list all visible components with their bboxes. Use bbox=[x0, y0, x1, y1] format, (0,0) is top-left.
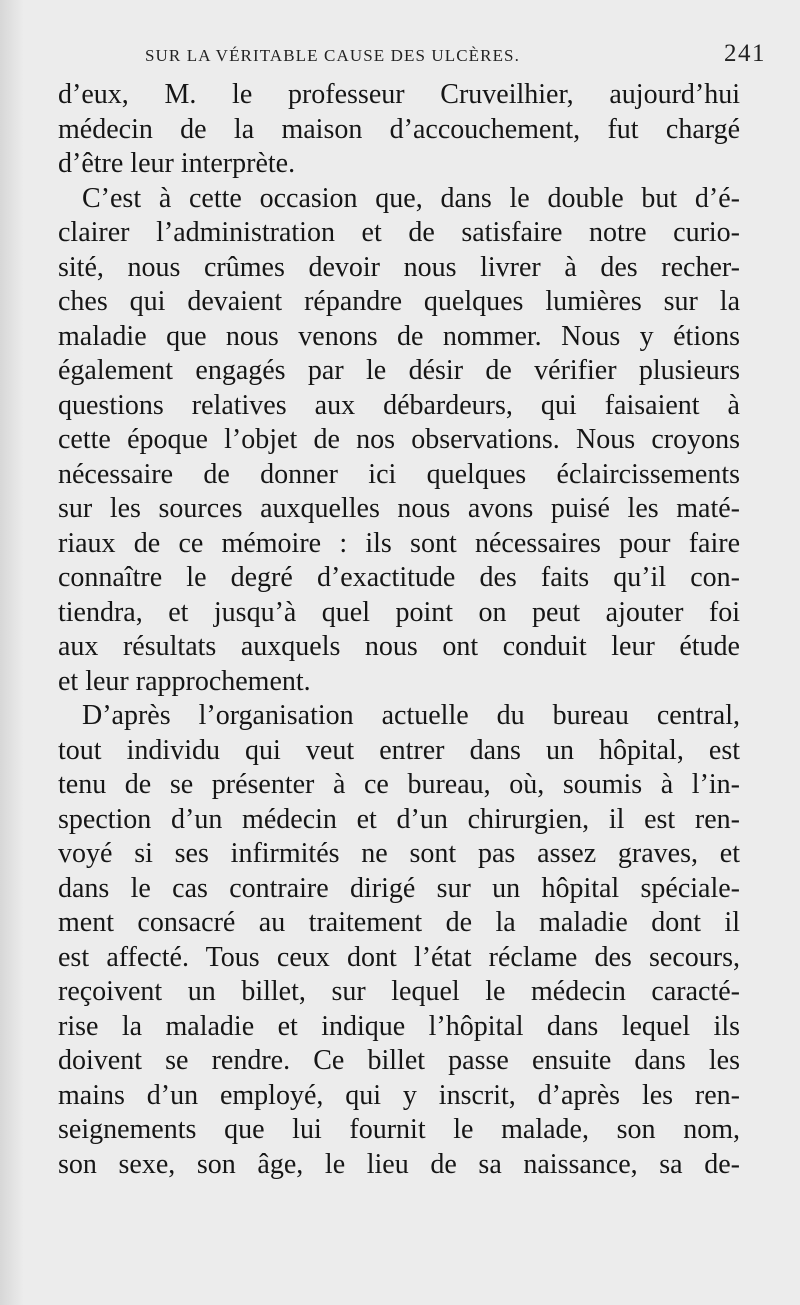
text-line: clairer l’administration et de satisfaire notre curio- bbox=[58, 217, 740, 248]
body-text bbox=[58, 78, 740, 1182]
text-line: C’est à cette occasion que, dans le double but d’é- bbox=[82, 182, 740, 214]
text-line: tenu de se présenter à ce bureau, où, soumis à l’in- bbox=[58, 769, 740, 800]
text-line: connaître le degré d’exactitude des faits qu’il con- bbox=[58, 562, 740, 593]
text-line: d’eux, M. le professeur Cruveilhier, aujourd’hui bbox=[58, 79, 740, 110]
text-line: est affecté. Tous ceux dont l’état réclame des secours, bbox=[58, 941, 740, 973]
text-line: tout individu qui veut entrer dans un hôpital, est bbox=[58, 734, 740, 766]
running-head: SUR LA VÉRITABLE CAUSE DES ULCÈRES. bbox=[145, 46, 520, 65]
text-line: voyé si ses infirmités ne sont pas assez graves, et bbox=[58, 838, 740, 869]
text-line: dans le cas contraire dirigé sur un hôpital spéciale- bbox=[58, 872, 740, 904]
text-line: riaux de ce mémoire : ils sont nécessaires pour faire bbox=[58, 527, 740, 559]
text-line: ches qui devaient répandre quelques lumières sur la bbox=[58, 286, 740, 317]
text-line: sité, nous crûmes devoir nous livrer à des recher- bbox=[58, 251, 740, 283]
page-header bbox=[145, 40, 766, 70]
text-line: nécessaire de donner ici quelques éclaircissements bbox=[58, 458, 740, 490]
text-line: mains d’un employé, qui y inscrit, d’après les ren- bbox=[58, 1079, 740, 1111]
text-line: rise la maladie et indique l’hôpital dans lequel ils bbox=[58, 1010, 740, 1042]
text-line: également engagés par le désir de vérifier plusieurs bbox=[58, 355, 740, 386]
text-line: tiendra, et jusqu’à quel point on peut ajouter foi bbox=[58, 596, 740, 628]
text-line: doivent se rendre. Ce billet passe ensuite dans les bbox=[58, 1045, 740, 1076]
text-line: D’après l’organisation actuelle du bureau central, bbox=[82, 700, 740, 731]
text-line: médecin de la maison d’accouchement, fut chargé bbox=[58, 113, 740, 145]
text-line: spection d’un médecin et d’un chirurgien, il est ren- bbox=[58, 803, 740, 835]
text-line: maladie que nous venons de nommer. Nous y étions bbox=[58, 320, 740, 352]
text-line: d’être leur interprète. bbox=[58, 148, 296, 179]
text-line: ment consacré au traitement de la maladie dont il bbox=[58, 907, 740, 938]
text-line: son sexe, son âge, le lieu de sa naissance, sa de- bbox=[58, 1148, 740, 1180]
text-line: cette époque l’objet de nos observations. Nous croyons bbox=[58, 424, 740, 455]
page-number: 241 bbox=[724, 40, 766, 67]
text-line: seignements que lui fournit le malade, son nom, bbox=[58, 1114, 740, 1145]
text-line: reçoivent un billet, sur lequel le médecin caracté- bbox=[58, 976, 740, 1007]
text-line: aux résultats auxquels nous ont conduit leur étude bbox=[58, 631, 740, 662]
text-line: questions relatives aux débardeurs, qui faisaient à bbox=[58, 389, 740, 421]
text-line: sur les sources auxquelles nous avons puisé les maté- bbox=[58, 493, 740, 524]
text-line: et leur rapprochement. bbox=[58, 665, 311, 697]
